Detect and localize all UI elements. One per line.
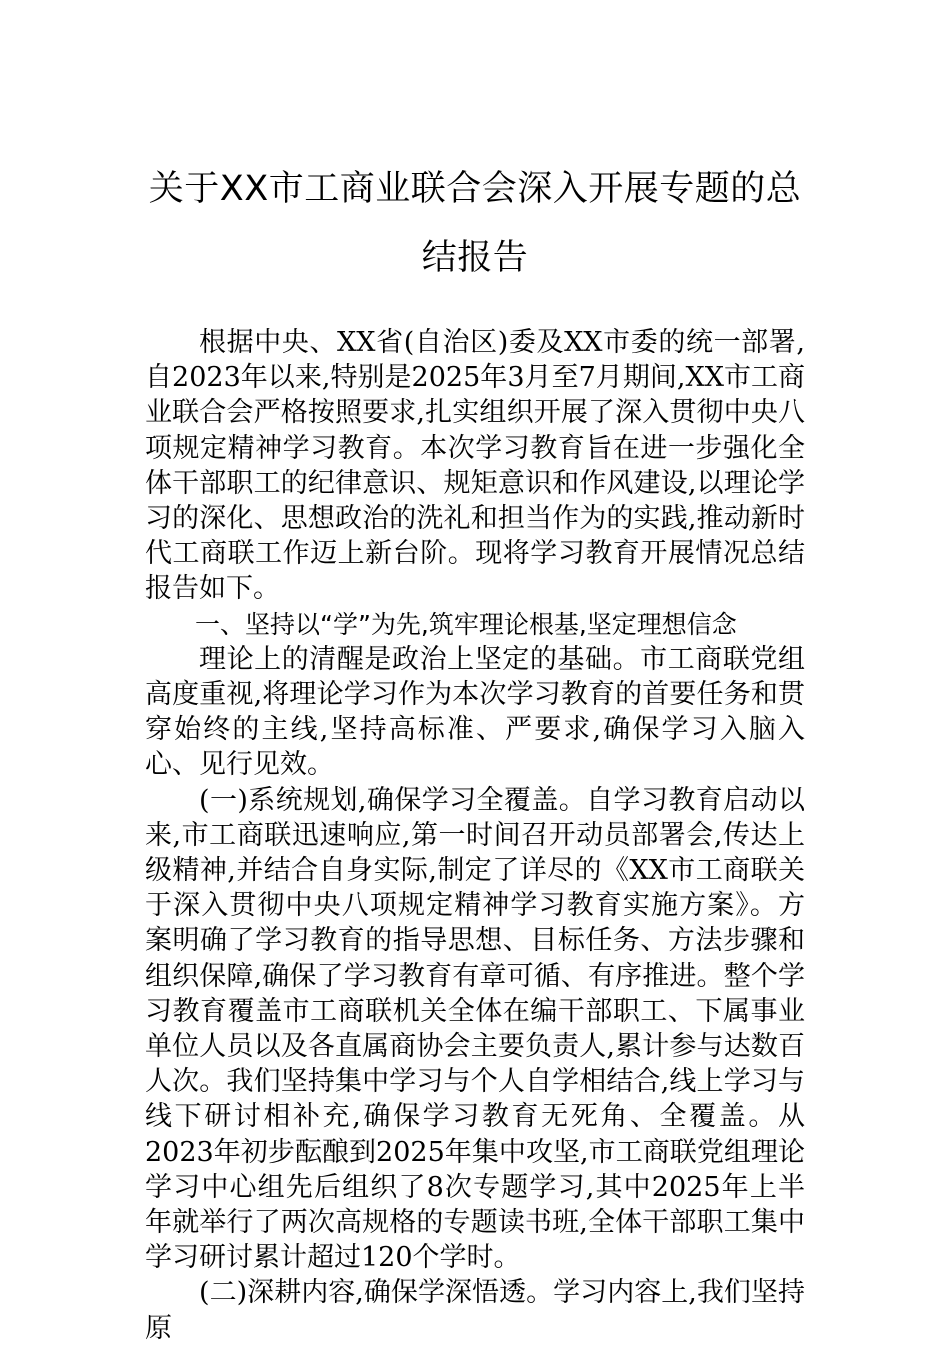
body-paragraph: (二)深耕内容,确保学深悟透。学习内容上,我们坚持原 xyxy=(145,1277,805,1344)
section-heading-1: 一、坚持以“学”为先,筑牢理论根基,坚定理想信念 xyxy=(195,609,737,639)
body-paragraph: 理论上的清醒是政治上坚定的基础。市工商联党组高度重视,将理论学习作为本次学习教育的首要任务和贯穿始终的主线,坚持高标准、严要求,确保学习入脑入心、见行见效。 xyxy=(145,643,805,781)
body-paragraph-intro: 根据中央、XX省(自治区)委及XX市委的统一部署,自2023年以来,特别是2025年3月至7月期间,XX市工商业联合会严格按照要求,扎实组织开展了深入贯彻中央八项规定精神学习教育。本次学习教育旨在进一步强化全体干部职工的纪律意识、规矩意识和作风建设,以理论学习的深化、思想政治的洗礼和担当作为的实践,推动新时代工商联工作迈上新台阶。现将学习教育开展情况总结报告如下。 xyxy=(145,327,805,605)
document-body xyxy=(145,325,805,1346)
document-title-line-2: 结报告 xyxy=(421,238,529,278)
body-paragraph: (一)系统规划,确保学习全覆盖。自学习教育启动以来,市工商联迅速响应,第一时间召开动员部署会,传达上级精神,并结合自身实际,制定了详尽的《XX市工商联关于深入贯彻中央八项规定精神学习教育实施方案》。方案明确了学习教育的指导思想、目标任务、方法步骤和组织保障,确保了学习教育有章可循、有序推进。整个学习教育覆盖市工商联机关全体在编干部职工、下属事业单位人员以及各直属商协会主要负责人,累计参与达数百人次。我们坚持集中学习与个人自学相结合,线上学习与线下研讨相补充,确保学习教育无死角、全覆盖。从2023年初步酝酿到2025年集中攻坚,市工商联党组理论学习中心组先后组织了8次专题学习,其中2025年上半年就举行了两次高规格的专题读书班,全体干部职工集中学习研讨累计超过120个学时。 xyxy=(145,784,805,1274)
document-title-line-1: 关于XX市工商业联合会深入开展专题的总 xyxy=(148,169,802,209)
